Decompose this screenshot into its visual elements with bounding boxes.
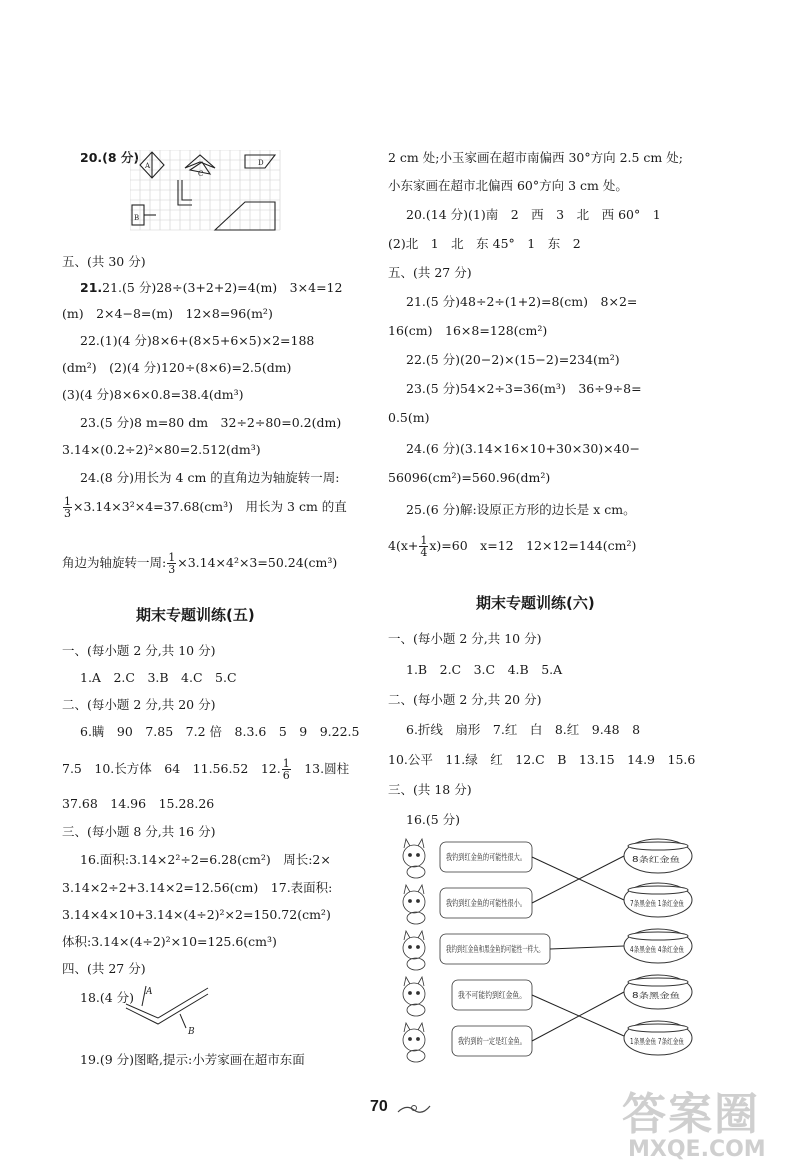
- left-answers-8: 37.68 14.96 15.28.26: [62, 796, 215, 811]
- right-part2: 二、(每小题 2 分,共 20 分): [388, 692, 542, 707]
- left-q23b: 3.14×(0.2÷2)²×80=2.512(dm³): [62, 442, 261, 457]
- left-part3: 三、(每小题 8 分,共 16 分): [62, 824, 216, 839]
- cat-icon: [403, 977, 425, 1016]
- cat-icon: [403, 1023, 425, 1062]
- left-q16c: 3.14×4×10+3.14×(4÷2)²×2=150.72(cm²): [62, 907, 331, 922]
- cat-icon: [403, 931, 425, 970]
- bubble-text-4: 我不可能钓到红金鱼。: [458, 991, 544, 1001]
- right-q21a: 21.(5 分)48÷2÷(1+2)=8(cm) 8×2=: [406, 294, 638, 309]
- right-q24b: 56096(cm²)=560.96(dm²): [388, 470, 551, 485]
- right-q22: 22.(5 分)(20−2)×(15−2)=234(m²): [406, 352, 620, 367]
- right-q24a: 24.(6 分)(3.14×16×10+30×30)×40−: [406, 441, 641, 456]
- grid-label-b: B: [134, 214, 140, 222]
- right-answers-1: 1.B 2.C 3.C 4.B 5.A: [406, 662, 563, 677]
- right-q21b: 16(cm) 16×8=128(cm²): [388, 323, 548, 338]
- left-answers-7: 7.5 10.长方体 64 11.56.52 12. $\frac{1}{6}$ 13.圆柱: [62, 757, 350, 782]
- left-answers-6: 6.瞒 90 7.85 7.2 倍 8.3.6 5 9 9.22.5: [80, 724, 360, 739]
- right-part3: 三、(共 18 分): [388, 782, 472, 797]
- right-line-2: 小东家画在超市北偏西 60°方向 3 cm 处。: [388, 178, 628, 193]
- fraction-one-sixth: $\frac{1}{6}$: [282, 757, 290, 782]
- grid-label-c: C: [198, 170, 204, 178]
- left-q23a: 23.(5 分)8 m=80 dm 32÷2÷80=0.2(dm): [80, 415, 342, 430]
- left-q21a: 21.21.(5 分)28÷(3+2+2)=4(m) 3×4=12: [80, 280, 343, 295]
- fraction-one-third-a: $\frac{1}{3}$: [64, 495, 71, 520]
- left-q22b: (dm²) (2)(4 分)120÷(8×6)=2.5(dm): [62, 360, 292, 375]
- bowl-text-5: 1条黑金鱼 7条红金鱼: [630, 1037, 702, 1046]
- right-q20b: (2)北 1 北 东 45° 1 东 2: [388, 236, 581, 251]
- bowl-text-2: 7条黑金鱼 1条红金鱼: [630, 899, 702, 908]
- title-final-training-6: 期末专题训练(六): [476, 594, 595, 612]
- watermark: [622, 1089, 766, 1162]
- q18-label-a: A: [146, 987, 153, 997]
- page-number: 70: [370, 1098, 388, 1115]
- left-q16d: 体积:3.14×(4÷2)²×10=125.6(cm³): [62, 934, 277, 949]
- grid-label-a: A: [145, 162, 151, 170]
- bowl-text-4: 8条黑金鱼: [632, 991, 667, 1000]
- q20-label: 20.(8 分): [80, 150, 140, 165]
- watermark-url: MXQE.COM: [628, 1137, 766, 1162]
- left-q24a: 24.(8 分)用长为 4 cm 的直角边为轴旋转一周:: [80, 470, 340, 485]
- bubble-text-1: 我钓到红金鱼的可能性很大。: [446, 853, 557, 863]
- left-section-5: 五、(共 30 分): [62, 254, 146, 269]
- bubble-text-5: 我钓到的一定是红金鱼。: [458, 1037, 552, 1047]
- q20-grid-figure: [130, 150, 282, 235]
- right-equation: 4(x+ $\frac{1}{4}$ x)=60 x=12 12×12=144(cm²): [388, 534, 637, 559]
- watermark-logo-text: 答案圈: [622, 1089, 760, 1140]
- right-answers-6: 6.折线 扇形 7.红 白 8.红 9.48 8: [406, 722, 641, 737]
- left-q22c: (3)(4 分)8×6×0.8=38.4(dm³): [62, 387, 244, 402]
- cat-icon: [403, 885, 425, 924]
- left-q16a: 16.面积:3.14×2²÷2=6.28(cm²) 周长:2×: [80, 852, 331, 867]
- left-part2: 二、(每小题 2 分,共 20 分): [62, 697, 216, 712]
- left-q21b: (m) 2×4−8=(m) 12×8=96(m²): [62, 306, 273, 321]
- right-q16: 16.(5 分): [406, 812, 461, 827]
- right-answers-10: 10.公平 11.绿 红 12.C B 13.15 14.9 15.6: [388, 752, 696, 767]
- right-q23a: 23.(5 分)54×2÷3=36(m³) 36÷9÷8=: [406, 381, 642, 396]
- cat-icon: [403, 839, 425, 878]
- bubble-text-3: 我钓到红金鱼和黑金鱼的可能性一样大。: [446, 945, 600, 955]
- right-section-5: 五、(共 27 分): [388, 265, 472, 280]
- title-final-training-5: 期末专题训练(五): [136, 606, 255, 624]
- left-q16b: 3.14×2÷2+3.14×2=12.56(cm) 17.表面积:: [62, 880, 333, 895]
- left-part4: 四、(共 27 分): [62, 961, 146, 976]
- left-answers-1: 1.A 2.C 3.B 4.C 5.C: [80, 670, 237, 685]
- left-q22a: 22.(1)(4 分)8×6+(8×5+6×5)×2=188: [80, 333, 315, 348]
- left-q24c: 角边为轴旋转一周: $\frac{1}{3}$ ×3.14×4²×3=50.24(cm³): [62, 551, 338, 576]
- bowl-text-1: 8条红金鱼: [632, 855, 667, 864]
- fraction-one-quarter: $\frac{1}{4}$: [420, 534, 428, 559]
- right-part1: 一、(每小题 2 分,共 10 分): [388, 631, 542, 646]
- q16-matching-figure: [396, 836, 702, 1082]
- q18-angle-figure: [122, 982, 214, 1038]
- q18-label-b: B: [188, 1027, 195, 1037]
- right-q25: 25.(6 分)解:设原正方形的边长是 x cm。: [406, 502, 636, 517]
- grid-label-d: D: [258, 159, 264, 167]
- left-q19: 19.(9 分)图略,提示:小芳家画在超市东面: [80, 1052, 305, 1067]
- left-part1: 一、(每小题 2 分,共 10 分): [62, 643, 216, 658]
- right-q23b: 0.5(m): [388, 410, 430, 425]
- left-q18: 18.(4 分): [80, 990, 135, 1005]
- bowl-text-3: 4条黑金鱼 4条红金鱼: [630, 945, 702, 954]
- right-q20a: 20.(14 分)(1)南 2 西 3 北 西 60° 1: [406, 207, 661, 222]
- fraction-one-third-b: $\frac{1}{3}$: [168, 551, 176, 576]
- left-q24b: $\frac{1}{3}$ ×3.14×3²×4=37.68(cm³) 用长为 3 cm 的直: [64, 495, 347, 520]
- right-line-1: 2 cm 处;小玉家画在超市南偏西 30°方向 2.5 cm 处;: [388, 150, 683, 165]
- bubble-text-2: 我钓到红金鱼的可能性很小。: [446, 899, 557, 909]
- page-ornament-icon: [396, 1100, 432, 1118]
